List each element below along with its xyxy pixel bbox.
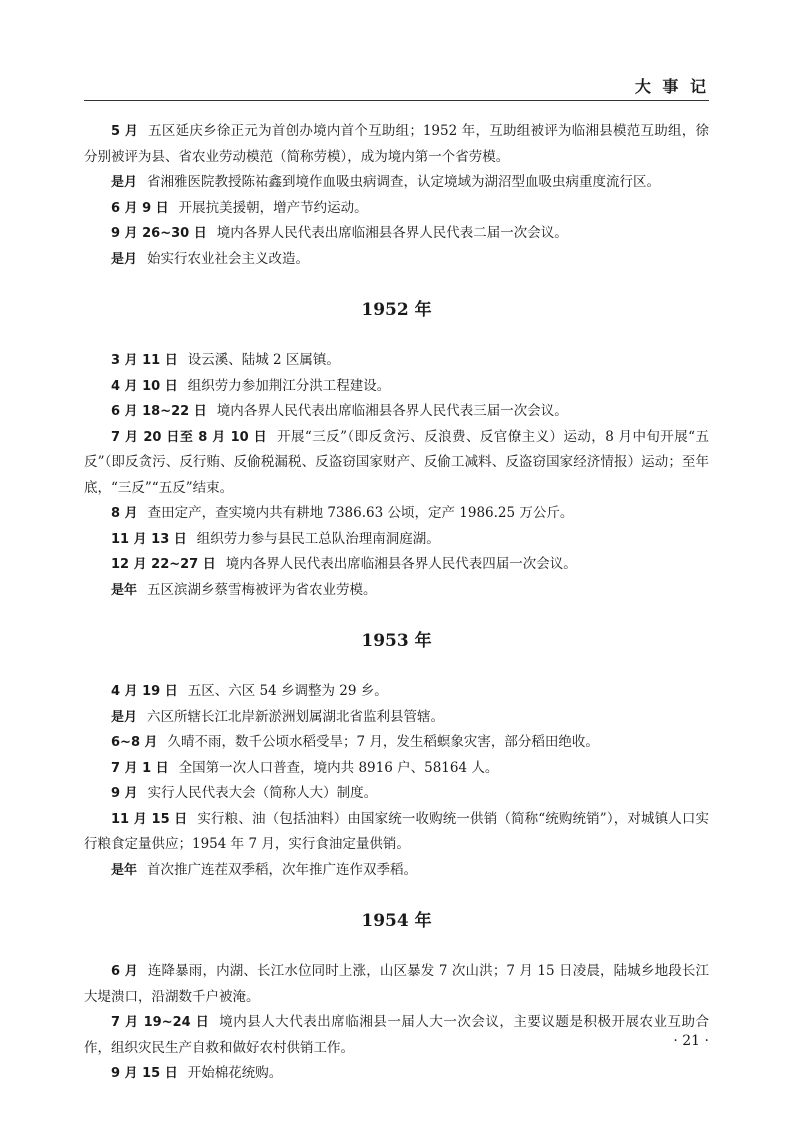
chronicle-entry: [84, 679, 709, 705]
chronicle-entry: [84, 552, 709, 578]
entry-date: 是月: [111, 251, 138, 267]
entry-text: 始实行农业社会主义改造。: [147, 250, 310, 267]
chronicle-entry: [84, 247, 709, 273]
chronicle-entry: [84, 781, 709, 807]
chronicle-entry: [84, 527, 709, 553]
entry-text: 境内各界人民代表出席临湘县各界人民代表四届一次会议。: [225, 556, 577, 572]
header-rule: [84, 100, 709, 101]
chronicle-entry: [84, 221, 709, 247]
chronicle-entry: [84, 374, 709, 400]
chronicle-entry: [84, 501, 709, 527]
entry-date: 9 月 26~30 日: [111, 226, 207, 241]
entry-text: 六区所辖长江北岸新淤洲划属湖北省监利县管辖。: [147, 708, 445, 725]
entry-date: 是月: [111, 709, 138, 725]
entry-date: 6~8 月: [111, 735, 158, 750]
entry-date: 8 月: [111, 506, 138, 521]
chronicle-entry: [84, 348, 709, 374]
entry-text: 全国第一次人口普查，境内共 8916 户、58164 人。: [178, 759, 499, 776]
chronicle-entry: [84, 119, 709, 170]
entry-date: 12 月 22~27 日: [111, 557, 216, 572]
entry-text: 实行人民代表大会（简称人大）制度。: [147, 785, 378, 801]
chronicle-entry: [84, 170, 709, 196]
entry-text: 境内各界人民代表出席临湘县各界人民代表二届一次会议。: [216, 225, 568, 241]
entry-date: 是年: [111, 582, 138, 598]
chronicle-entry: [84, 425, 709, 502]
entry-date: 9 月 15 日: [111, 1066, 178, 1081]
chronicle-entry: [84, 399, 709, 425]
chronicle-entry: [84, 196, 709, 222]
entry-text: 实行粮、油（包括油料）由国家统一收购统一供销（简称“统购统销”），对城镇人口实行粮食定量供应；1954 年 7 月，实行食油定量供销。: [84, 810, 709, 852]
entry-text: 开展“三反”（即反贪污、反浪费、反官僚主义）运动，8 月中旬开展“五反”（即反贪污、反行贿、反偷税漏税、反盗窃国家财产、反偷工减料、反盗窃国家经济情报）运动；至年底，“三反”“五反”结束。: [84, 428, 709, 496]
entry-date: 11 月 15 日: [111, 811, 188, 827]
entry-date: 7 月 1 日: [111, 760, 169, 776]
entry-date: 7 月 19~24 日: [111, 1015, 210, 1030]
entry-text: 开展抗美援朝，增产节约运动。: [178, 199, 368, 216]
entry-date: 3 月 11 日: [111, 353, 178, 368]
entry-date: 9 月: [111, 786, 138, 801]
entry-date: 7 月 20 日至 8 月 10 日: [111, 429, 268, 445]
running-head-title: 大 事 记: [634, 77, 709, 96]
chronicle-entry: [84, 959, 709, 1010]
entry-text: 五区、六区 54 乡调整为 29 乡。: [187, 683, 388, 699]
chronicle-entry: [84, 578, 709, 604]
entry-date: 是月: [111, 175, 138, 190]
chronicle-entry: [84, 756, 709, 782]
entry-date: 5 月: [111, 124, 139, 139]
entry-text: 境内县人大代表出席临湘县一届人大一次会议，主要议题是积极开展农业互助合作，组织灾民生产自救和做好农村供销工作。: [84, 1014, 710, 1056]
entry-text: 首次推广连茬双季稻，次年推广连作双季稻。: [147, 861, 418, 878]
chronicle-entry: [84, 807, 709, 858]
entry-text: 连降暴雨，内湖、长江水位同时上涨，山区暴发 7 次山洪；7 月 15 日凌晨，陆城乡地段长江大堤溃口，沿湖数千户被淹。: [84, 963, 710, 1005]
chronicle-entry: [84, 1010, 709, 1061]
entry-text: 省湘雅医院教授陈祐鑫到境作血吸虫病调查，认定境域为湖沼型血吸虫病重度流行区。: [147, 174, 661, 190]
chronicle-entry: [84, 858, 709, 884]
page-number: · 21 ·: [673, 1033, 709, 1049]
chronicle-entry: [84, 1061, 709, 1087]
year-heading: 1953 年: [361, 631, 432, 651]
entry-date: 4 月 10 日: [111, 378, 178, 394]
entry-text: 开始棉花统购。: [187, 1065, 283, 1081]
entry-date: 是年: [111, 862, 138, 878]
entry-text: 久晴不雨，数千公顷水稻受旱；7 月，发生稻螟象灾害，部分稻田绝收。: [167, 734, 599, 750]
entry-date: 6 月: [111, 964, 138, 979]
entry-text: 设云溪、陆城 2 区属镇。: [187, 352, 340, 368]
entry-text: 查田定产，查实境内共有耕地 7386.63 公顷，定产 1986.25 万公斤。: [147, 505, 574, 521]
entry-date: 11 月 13 日: [111, 531, 187, 547]
chronicle-entry: [84, 730, 709, 756]
chronicle-entry: [84, 705, 709, 731]
entry-text: 境内各界人民代表出席临湘县各界人民代表三届一次会议。: [216, 403, 568, 419]
entry-text: 五区滨湖乡蔡雪梅被评为省农业劳模。: [147, 581, 377, 598]
entry-text: 五区延庆乡徐正元为首创办境内首个互助组；1952 年，互助组被评为临湘县模范互助组，徐分别被评为县、省农业劳动模范（简称劳模），成为境内第一个省劳模。: [84, 123, 709, 165]
entry-text: 组织劳力参与县民工总队治理南洞庭湖。: [196, 530, 440, 547]
year-heading: 1954 年: [361, 911, 432, 931]
chronicle-body: [84, 119, 709, 1087]
entry-date: 6 月 9 日: [111, 200, 169, 216]
entry-date: 6 月 18~22 日: [111, 404, 207, 419]
year-heading: 1952 年: [361, 300, 432, 320]
entry-text: 组织劳力参加荆江分洪工程建设。: [187, 377, 391, 394]
entry-date: 4 月 19 日: [111, 684, 178, 699]
